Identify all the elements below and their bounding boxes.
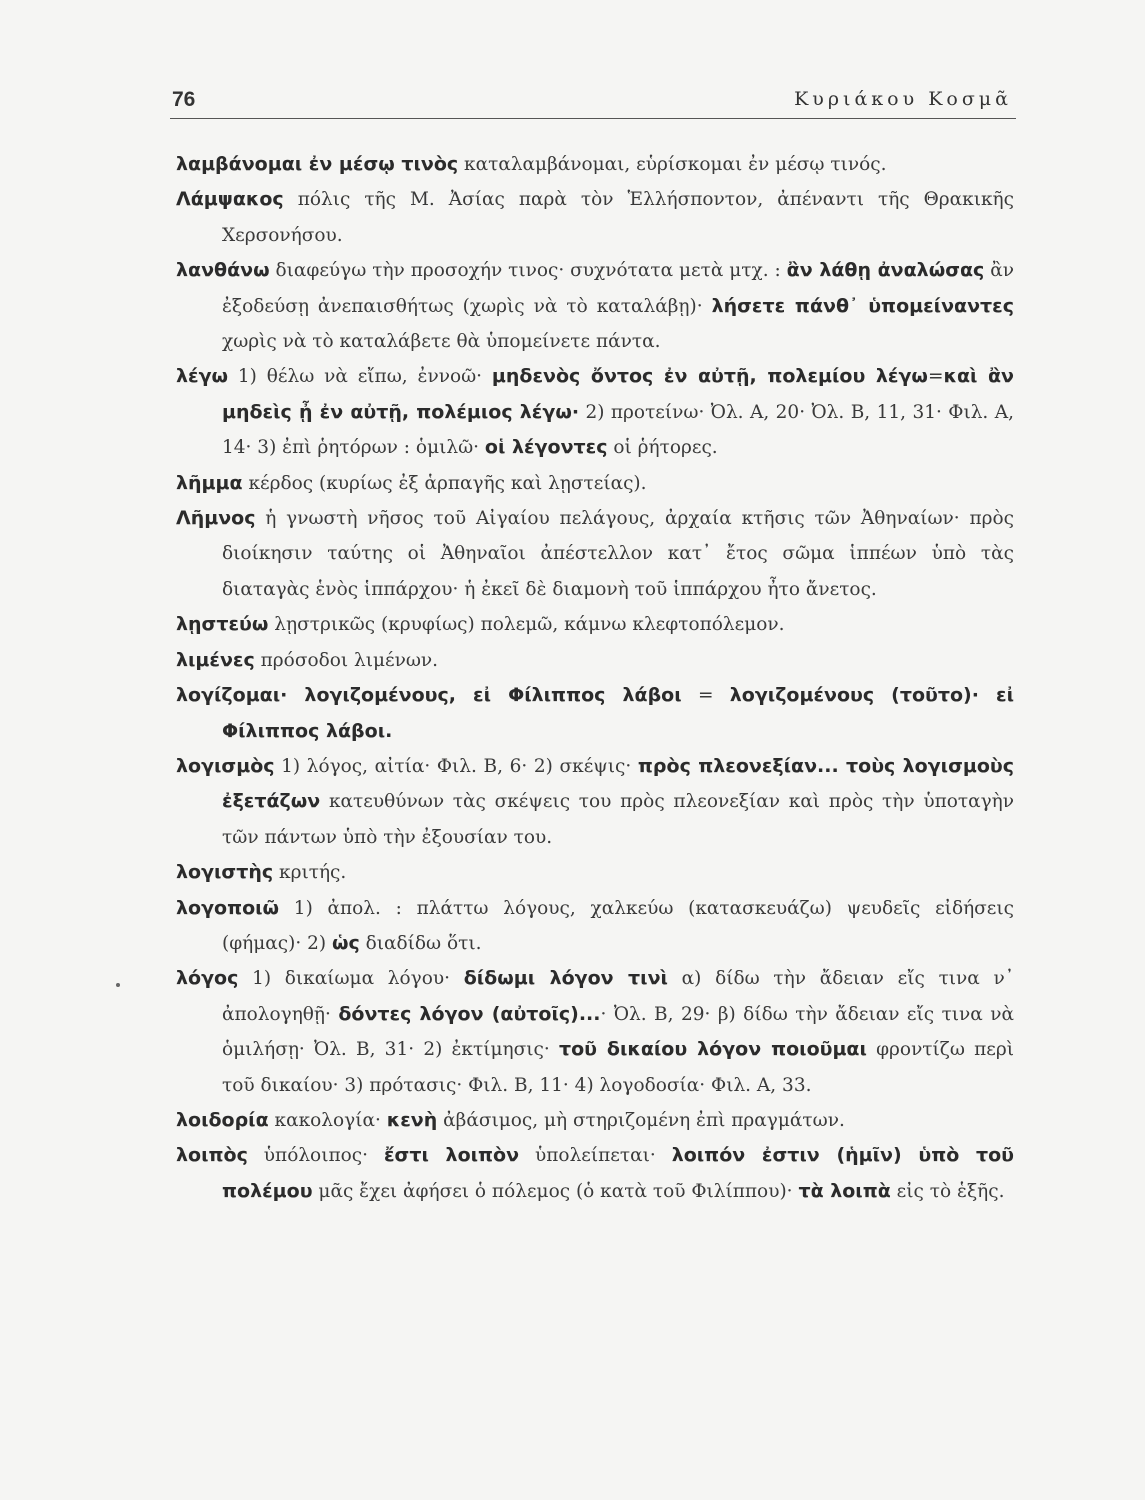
glossary-entry bbox=[176, 891, 1014, 962]
entry-definition: 2) προτείνω· Ὀλ. Α, 20· Ὀλ. Β, 11, 31· Φιλ. Α, 14· 3) ἐπὶ ῥητόρων : ὁμιλῶ· bbox=[222, 401, 1014, 459]
entry-definition: ἂν ἐξοδεύσῃ ἀνεπαισθήτως (χωρὶς νὰ τὸ καταλάβῃ)· bbox=[222, 260, 1014, 317]
running-head: Κυριάκου Κοσμᾶ bbox=[794, 88, 1012, 110]
entry-phrase: δόντες λόγον (αὐτοῖς)... bbox=[338, 1002, 601, 1025]
entry-definition: λῃστρικῶς (κρυφίως) πολεμῶ, κάμνω κλεφτοπόλεμον. bbox=[268, 614, 785, 636]
glossary-entry bbox=[176, 1138, 1014, 1209]
entry-phrase: ἔστι λοιπὸν bbox=[383, 1144, 520, 1167]
page-header bbox=[170, 88, 1016, 119]
entry-phrase: πρὸς πλεονεξίαν... τοὺς λογισμοὺς ἐξετάζων bbox=[222, 754, 1014, 813]
glossary-entry bbox=[176, 855, 1014, 890]
entry-definition: · Ὀλ. Β, 29· β) δίδω τὴν ἄδειαν εἴς τινα νὰ ὁμιλήσῃ· Ὀλ. Β, 31· 2) ἐκτίμησις· bbox=[222, 1003, 1014, 1061]
entry-phrase: δίδωμι λόγον τινὶ bbox=[463, 967, 668, 990]
entry-headword: λῃστεύω bbox=[176, 613, 269, 636]
glossary-entry bbox=[176, 501, 1014, 607]
entry-definition: ἀβάσιμος, μὴ στηριζομένη ἐπὶ πραγμάτων. bbox=[437, 1109, 845, 1131]
entry-definition: 1) λόγος, αἰτία· Φιλ. Β, 6· 2) σκέψις· bbox=[274, 755, 638, 777]
glossary-entry bbox=[176, 749, 1014, 855]
entry-definition: εἰς τὸ ἑξῆς. bbox=[890, 1180, 1005, 1202]
entry-phrase: οἱ λέγοντες bbox=[484, 436, 608, 459]
glossary-entry bbox=[176, 147, 1014, 182]
glossary-entry bbox=[176, 1103, 1014, 1138]
entry-definition: πόλις τῆς Μ. Ἀσίας παρὰ τὸν Ἑλλήσποντον, ἀπέναντι τῆς Θρακικῆς Χερσονήσου. bbox=[222, 189, 1014, 246]
entry-headword: λογιστὴς bbox=[176, 861, 274, 884]
glossary-entry bbox=[176, 182, 1014, 253]
entry-definition: μᾶς ἔχει ἀφήσει ὁ πόλεμος (ὁ κατὰ τοῦ Φιλίππου)· bbox=[312, 1180, 799, 1202]
glossary-entries bbox=[176, 147, 1014, 1209]
entry-headword: λέγω bbox=[176, 365, 229, 388]
entry-phrase: λήσετε πάνθ᾽ ὑπομείναντες bbox=[711, 294, 1014, 317]
entry-definition: ὑπολείπεται· bbox=[519, 1145, 672, 1167]
entry-headword: λόγος bbox=[176, 967, 239, 990]
entry-definition: ἡ γνωστὴ νῆσος τοῦ Αἰγαίου πελάγους, ἀρχαία κτῆσις τῶν Ἀθηναίων· πρὸς διοίκησιν ταύτης οἱ Ἀθηναῖοι ἀπέστελλον κατ᾽ ἔτος σῶμα ἱππέων ὑπὸ τὰς διαταγὰς ἑνὸς ἱππάρχου· ἡ ἐκεῖ δὲ διαμονὴ τοῦ ἱππάρχου ἦτο ἄνετος. bbox=[222, 508, 1014, 600]
entry-definition: 1) ἀπολ. : πλάττω λόγους, χαλκεύω (κατασκευάζω) ψευδεῖς εἰδήσεις (φήμας)· 2) bbox=[222, 897, 1014, 954]
entry-phrase: ὡς bbox=[331, 931, 360, 954]
entry-definition: διαδίδω ὅτι. bbox=[359, 932, 482, 954]
entry-headword: λογισμὸς bbox=[176, 754, 275, 777]
entry-headword: λοιπὸς bbox=[176, 1144, 248, 1167]
entry-phrase: ἂν λάθῃ ἀναλώσας bbox=[786, 259, 985, 282]
entry-definition: κριτής. bbox=[273, 862, 347, 884]
entry-definition: κατευθύνων τὰς σκέψεις του πρὸς πλεονεξίαν καὶ πρὸς τὴν ὑποταγὴν τῶν πάντων ὑπὸ τὴν ἐξουσίαν του. bbox=[222, 791, 1014, 848]
glossary-entry bbox=[176, 253, 1014, 359]
entry-definition: κέρδος (κυρίως ἐξ ἁρπαγῆς καὶ λῃστείας). bbox=[242, 472, 647, 494]
entry-definition: διαφεύγω τὴν προσοχήν τινος· συχνότατα μετὰ μτχ. : bbox=[269, 260, 787, 282]
entry-definition: 1) δικαίωμα λόγου· bbox=[238, 968, 464, 990]
entry-definition: πρόσοδοι λιμένων. bbox=[254, 649, 439, 671]
entry-headword: λῆμμα bbox=[176, 471, 243, 494]
entry-phrase: μηδενὸς ὄντος ἐν αὐτῇ, πολεμίου λέγω bbox=[491, 365, 928, 388]
entry-definition: χωρὶς νὰ τὸ καταλάβετε θὰ ὑπομείνετε πάντα. bbox=[222, 331, 661, 353]
entry-headword: λαμβάνομαι ἐν μέσῳ τινὸς bbox=[176, 153, 459, 175]
entry-definition: = bbox=[681, 685, 730, 707]
entry-definition: οἱ ῥήτορες. bbox=[607, 437, 718, 459]
entry-definition: = bbox=[927, 366, 944, 388]
entry-headword: Λῆμνος bbox=[176, 507, 256, 530]
entry-phrase: καὶ ἂν μηδεὶς ᾖ ἐν αὐτῇ, πολέμιος λέγω· bbox=[222, 365, 1014, 423]
entry-phrase: λογιζομένους (τοῦτο)· εἰ Φίλιππος λάβοι. bbox=[222, 684, 1014, 742]
glossary-entry bbox=[176, 678, 1014, 749]
entry-definition: καταλαμβάνομαι, εὑρίσκομαι ἐν μέσῳ τινός. bbox=[458, 154, 887, 175]
entry-headword: Λάμψακος bbox=[176, 188, 284, 211]
margin-mark bbox=[116, 983, 120, 987]
entry-definition: κακολογία· bbox=[268, 1109, 387, 1131]
entry-headword: λοιδορία bbox=[176, 1108, 269, 1131]
entry-phrase: λοιπόν ἐστιν (ἡμῖν) ὑπὸ τοῦ πολέμου bbox=[222, 1144, 1014, 1202]
glossary-entry bbox=[176, 466, 1014, 501]
entry-headword: λιμένες bbox=[176, 648, 255, 671]
page-number: 76 bbox=[172, 88, 196, 111]
entry-phrase: τοῦ δικαίου λόγον ποιοῦμαι bbox=[558, 1038, 867, 1061]
entry-definition: ὑπόλοιπος· bbox=[247, 1145, 384, 1167]
glossary-entry bbox=[176, 961, 1014, 1103]
entry-headword: λανθάνω bbox=[176, 259, 270, 282]
entry-definition: 1) θέλω νὰ εἴπω, ἐννοῶ· bbox=[228, 366, 492, 388]
entry-phrase: κενὴ bbox=[386, 1108, 438, 1131]
entry-definition: φροντίζω περὶ τοῦ δικαίου· 3) πρότασις· Φιλ. Β, 11· 4) λογοδοσία· Φιλ. Α, 33. bbox=[222, 1039, 1014, 1096]
glossary-entry bbox=[176, 359, 1014, 465]
glossary-entry bbox=[176, 607, 1014, 642]
entry-phrase: τὰ λοιπὰ bbox=[798, 1179, 891, 1202]
entry-headword: λογοποιῶ bbox=[176, 896, 280, 919]
entry-definition: α) δίδω τὴν ἄδειαν εἴς τινα ν᾽ ἀπολογηθῇ· bbox=[222, 968, 1015, 1025]
entry-headword: λογίζομαι· λογιζομένους, εἰ Φίλιππος λάβοι bbox=[176, 684, 682, 707]
glossary-entry bbox=[176, 643, 1014, 678]
